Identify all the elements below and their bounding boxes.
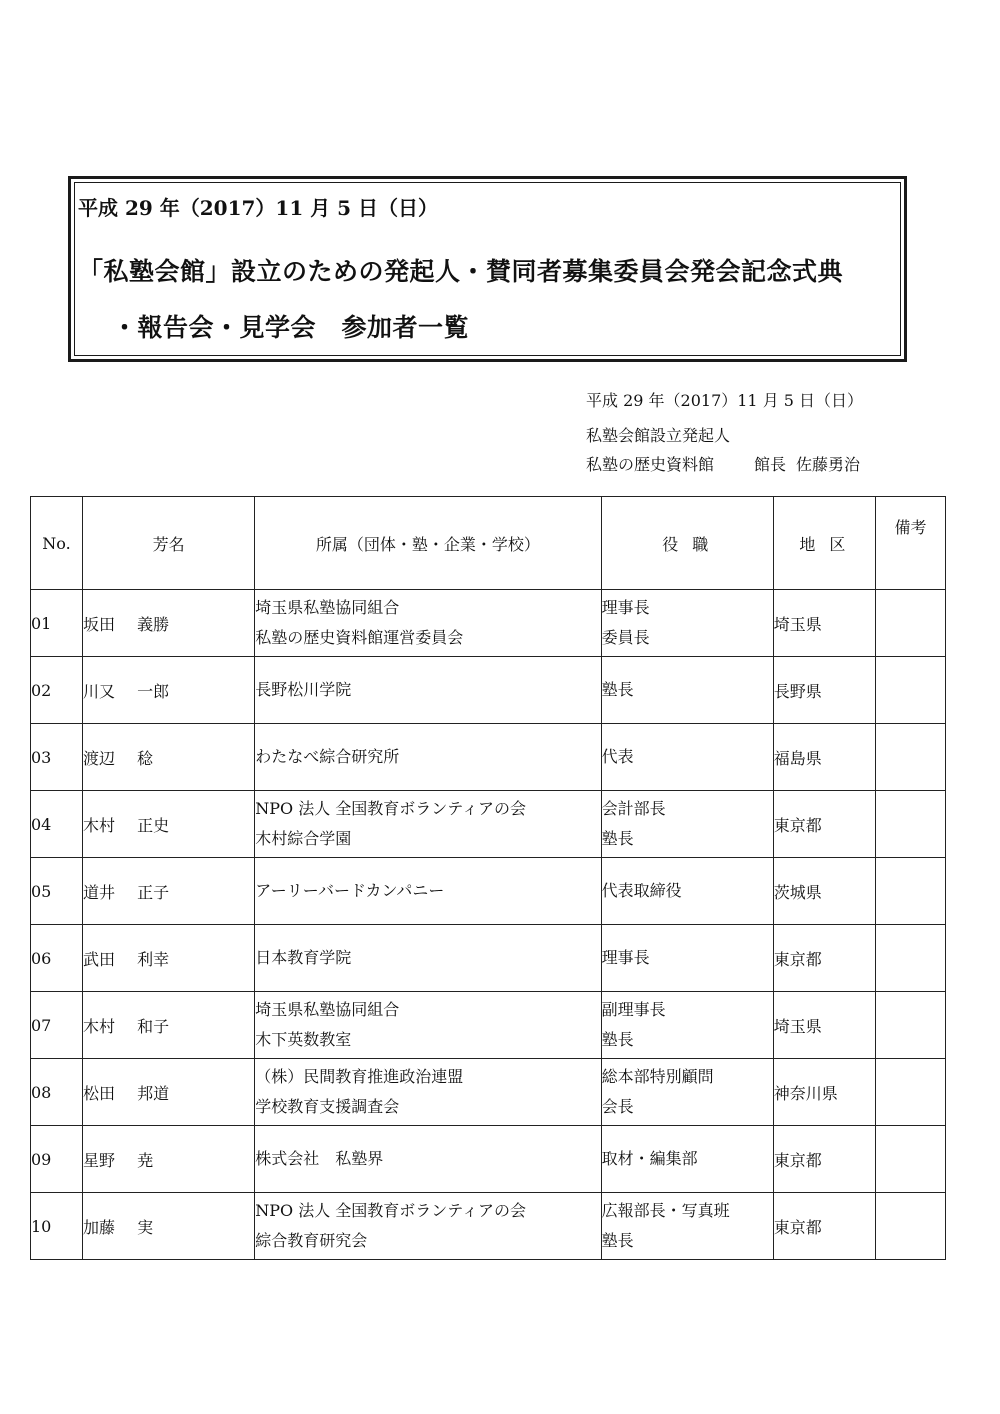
document-title-line-2: ・報告会・見学会 参加者一覧 bbox=[112, 313, 470, 342]
table-header-row bbox=[31, 497, 946, 590]
cell-note bbox=[875, 1193, 945, 1260]
document-title-line-1: 「私塾会館」設立のための発起人・賛同者募集委員会発会記念式典 bbox=[78, 257, 844, 286]
cell-name bbox=[83, 858, 255, 925]
table-row bbox=[31, 791, 946, 858]
header-affiliation: 所属（団体・塾・企業・学校） bbox=[255, 497, 601, 590]
cell-role bbox=[601, 724, 773, 791]
family-name: 松田 bbox=[83, 1083, 116, 1103]
role-line: 総本部特別顧問 bbox=[601, 1067, 714, 1086]
family-name: 坂田 bbox=[83, 614, 116, 634]
cell-note bbox=[875, 1126, 945, 1193]
header-no: No. bbox=[31, 497, 83, 590]
role-line: 広報部長・写真班 bbox=[601, 1201, 730, 1220]
cell-name bbox=[83, 791, 255, 858]
cell-name bbox=[83, 1059, 255, 1126]
affiliation-line: 長野松川学院 bbox=[255, 680, 352, 699]
cell-affiliation bbox=[255, 1126, 601, 1193]
cell-no: 05 bbox=[31, 858, 83, 925]
family-name: 道井 bbox=[83, 882, 116, 902]
family-name: 川又 bbox=[83, 681, 116, 701]
cell-role bbox=[601, 925, 773, 992]
affiliation-line: 木下英数教室 bbox=[255, 1030, 352, 1049]
cell-role bbox=[601, 590, 773, 657]
meta-date: 平成 29 年（2017）11 月 5 日（日） bbox=[586, 391, 864, 410]
header-area bbox=[773, 497, 875, 590]
affiliation-line: 埼玉県私塾協同組合 bbox=[255, 1000, 400, 1019]
cell-area: 長野県 bbox=[773, 657, 875, 724]
cell-name bbox=[83, 724, 255, 791]
affiliation-line: 埼玉県私塾協同組合 bbox=[255, 598, 400, 617]
cell-area: 茨城県 bbox=[773, 858, 875, 925]
table-row bbox=[31, 724, 946, 791]
table-row bbox=[31, 992, 946, 1059]
cell-name bbox=[83, 657, 255, 724]
cell-no: 07 bbox=[31, 992, 83, 1059]
role-line: 取材・編集部 bbox=[601, 1149, 698, 1168]
affiliation-line: 私塾の歴史資料館運営委員会 bbox=[255, 628, 464, 647]
table-row bbox=[31, 1126, 946, 1193]
cell-area: 東京都 bbox=[773, 1126, 875, 1193]
role-line: 代表 bbox=[601, 747, 634, 766]
affiliation-line: わたなべ綜合研究所 bbox=[255, 747, 400, 766]
cell-area: 東京都 bbox=[773, 791, 875, 858]
header-note: 備考 bbox=[875, 497, 945, 590]
family-name: 木村 bbox=[83, 815, 116, 835]
cell-no: 03 bbox=[31, 724, 83, 791]
cell-role bbox=[601, 858, 773, 925]
cell-note bbox=[875, 925, 945, 992]
cell-name bbox=[83, 992, 255, 1059]
affiliation-line: 学校教育支援調査会 bbox=[255, 1097, 400, 1116]
cell-note bbox=[875, 791, 945, 858]
given-name: 稔 bbox=[137, 748, 154, 768]
given-name: 和子 bbox=[137, 1016, 170, 1036]
cell-note bbox=[875, 1059, 945, 1126]
cell-note bbox=[875, 590, 945, 657]
cell-affiliation bbox=[255, 858, 601, 925]
affiliation-line: NPO 法人 全国教育ボランティアの会 bbox=[255, 1201, 527, 1220]
role-line: 代表取締役 bbox=[601, 881, 682, 900]
cell-name bbox=[83, 1193, 255, 1260]
given-name: 実 bbox=[137, 1217, 154, 1237]
given-name: 邦道 bbox=[137, 1083, 170, 1103]
meta-person-name: 佐藤勇治 bbox=[796, 455, 861, 474]
cell-role bbox=[601, 992, 773, 1059]
role-line: 委員長 bbox=[601, 628, 650, 647]
cell-no: 10 bbox=[31, 1193, 83, 1260]
given-name: 正子 bbox=[137, 882, 170, 902]
participant-table bbox=[30, 496, 946, 1260]
table-row bbox=[31, 925, 946, 992]
given-name: 正史 bbox=[137, 815, 170, 835]
cell-no: 08 bbox=[31, 1059, 83, 1126]
role-line: 理事長 bbox=[601, 598, 650, 617]
role-line: 副理事長 bbox=[601, 1000, 666, 1019]
title-date: 平成 29 年（2017）11 月 5 日（日） bbox=[78, 196, 439, 220]
cell-affiliation bbox=[255, 791, 601, 858]
cell-note bbox=[875, 858, 945, 925]
table-row bbox=[31, 1193, 946, 1260]
role-line: 会長 bbox=[601, 1097, 634, 1116]
header-role-label: 役職 bbox=[662, 534, 723, 554]
role-line: 塾長 bbox=[601, 829, 634, 848]
cell-no: 02 bbox=[31, 657, 83, 724]
cell-affiliation bbox=[255, 1193, 601, 1260]
table-row bbox=[31, 590, 946, 657]
given-name: 尭 bbox=[137, 1150, 154, 1170]
role-line: 塾長 bbox=[601, 1030, 634, 1049]
cell-area: 福島県 bbox=[773, 724, 875, 791]
affiliation-line: 木村綜合学園 bbox=[255, 829, 352, 848]
affiliation-line: 株式会社 私塾界 bbox=[255, 1149, 384, 1168]
family-name: 星野 bbox=[83, 1150, 116, 1170]
table-row bbox=[31, 1059, 946, 1126]
cell-note bbox=[875, 724, 945, 791]
header-name: 芳名 bbox=[83, 497, 255, 590]
family-name: 武田 bbox=[83, 949, 116, 969]
affiliation-line: アーリーバードカンパニー bbox=[255, 881, 445, 900]
meta-signatory bbox=[586, 452, 860, 475]
cell-role bbox=[601, 1126, 773, 1193]
given-name: 一郎 bbox=[137, 681, 170, 701]
header-area-label: 地区 bbox=[799, 534, 860, 554]
affiliation-line: （株）民間教育推進政治連盟 bbox=[255, 1067, 464, 1086]
affiliation-line: NPO 法人 全国教育ボランティアの会 bbox=[255, 799, 527, 818]
cell-affiliation bbox=[255, 657, 601, 724]
cell-affiliation bbox=[255, 925, 601, 992]
table-row bbox=[31, 657, 946, 724]
affiliation-line: 日本教育学院 bbox=[255, 948, 352, 967]
table-row bbox=[31, 858, 946, 925]
cell-name bbox=[83, 925, 255, 992]
cell-no: 06 bbox=[31, 925, 83, 992]
cell-affiliation bbox=[255, 724, 601, 791]
cell-affiliation bbox=[255, 992, 601, 1059]
cell-role bbox=[601, 1059, 773, 1126]
cell-area: 埼玉県 bbox=[773, 992, 875, 1059]
cell-affiliation bbox=[255, 590, 601, 657]
cell-name bbox=[83, 1126, 255, 1193]
cell-no: 09 bbox=[31, 1126, 83, 1193]
cell-role bbox=[601, 1193, 773, 1260]
family-name: 渡辺 bbox=[83, 748, 116, 768]
role-line: 会計部長 bbox=[601, 799, 666, 818]
cell-role bbox=[601, 657, 773, 724]
cell-role bbox=[601, 791, 773, 858]
family-name: 木村 bbox=[83, 1016, 116, 1036]
role-line: 塾長 bbox=[601, 1231, 634, 1250]
header-role bbox=[601, 497, 773, 590]
given-name: 義勝 bbox=[137, 614, 170, 634]
family-name: 加藤 bbox=[83, 1217, 116, 1237]
cell-affiliation bbox=[255, 1059, 601, 1126]
cell-no: 04 bbox=[31, 791, 83, 858]
cell-area: 東京都 bbox=[773, 925, 875, 992]
meta-position: 館長 bbox=[754, 455, 787, 474]
meta-place: 私塾の歴史資料館 bbox=[586, 455, 715, 474]
cell-note bbox=[875, 657, 945, 724]
role-line: 塾長 bbox=[601, 680, 634, 699]
cell-note bbox=[875, 992, 945, 1059]
cell-area: 東京都 bbox=[773, 1193, 875, 1260]
cell-area: 神奈川県 bbox=[773, 1059, 875, 1126]
given-name: 利幸 bbox=[137, 949, 170, 969]
meta-organization: 私塾会館設立発起人 bbox=[586, 426, 731, 445]
cell-area: 埼玉県 bbox=[773, 590, 875, 657]
affiliation-line: 綜合教育研究会 bbox=[255, 1231, 368, 1250]
role-line: 理事長 bbox=[601, 948, 650, 967]
cell-name bbox=[83, 590, 255, 657]
cell-no: 01 bbox=[31, 590, 83, 657]
